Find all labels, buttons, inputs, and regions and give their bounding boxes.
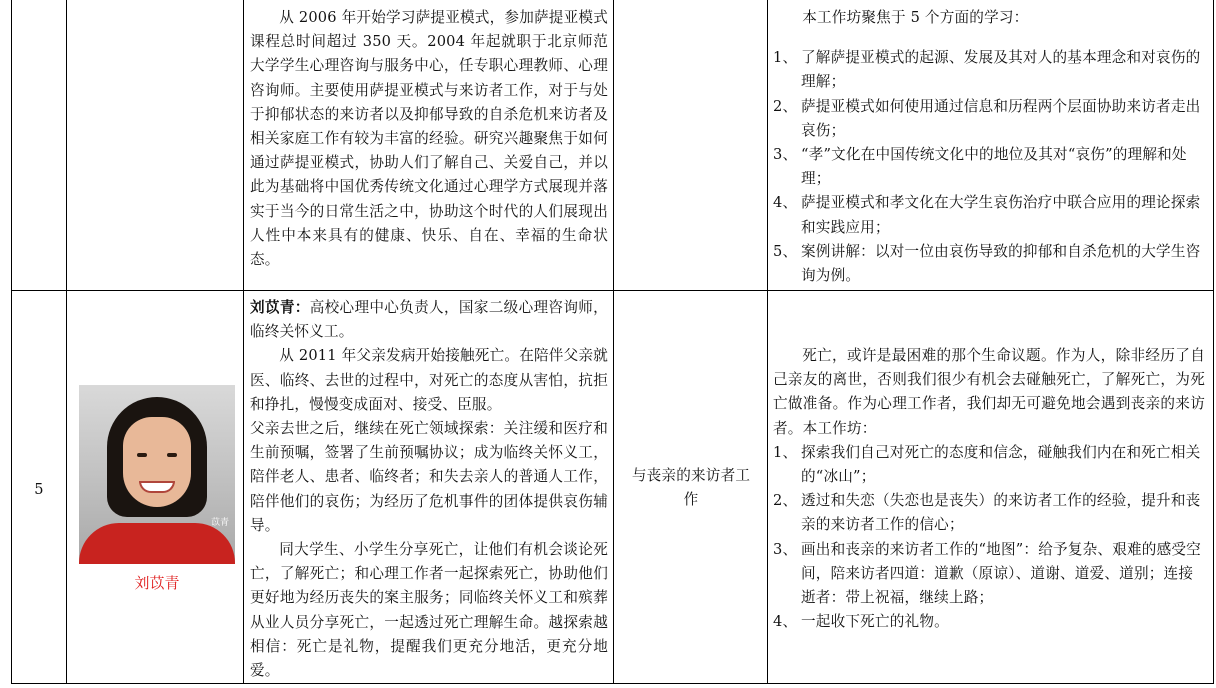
workshop-cell-top bbox=[773, 6, 1203, 288]
workshop-topic-list bbox=[773, 46, 1203, 288]
col-border bbox=[11, 0, 12, 684]
row-number: 5 bbox=[34, 481, 44, 498]
presenter-photo bbox=[79, 385, 235, 564]
workshop-intro: 死亡，或许是最困难的那个生命议题。作为人，除非经历了自己亲友的离世，否则我们很少有机会去碰触死亡，了解死亡，为死亡做准备。作为心理工作者，我们却无可避免地会遇到丧亲的来访者。本工作坊： bbox=[773, 347, 1205, 437]
list-item: 1、 探索我们自己对死亡的态度和信念，碰触我们内在和死亡相关的“冰山”； bbox=[773, 443, 1201, 486]
workshop-cell-5 bbox=[773, 344, 1205, 634]
list-item: 1、 了解萨提亚模式的起源、发展及其对人的基本理念和对哀伤的理解； bbox=[773, 49, 1201, 91]
photo-watermark: 苡青 bbox=[210, 518, 229, 528]
bio-lead: 刘苡青：高校心理中心负责人，国家二级心理咨询师，临终关怀义工。 bbox=[250, 299, 608, 341]
workshop-topic: 与丧亲的来访者工作 bbox=[631, 467, 751, 509]
col-border bbox=[767, 0, 768, 684]
bio-cell-5 bbox=[250, 296, 608, 683]
col-border bbox=[613, 0, 614, 684]
presenter-name-caption: 刘苡青 bbox=[134, 574, 180, 592]
list-item: 3、 画出和丧亲的来访者工作的“地图”：给予复杂、艰难的感受空间，陪来访者四道：道歉（原谅）、道谢、道爱、道别；连接逝者：带上祝福，继续上路； bbox=[773, 540, 1201, 607]
list-item: 3、 “孝”文化在中国传统文化中的地位及其对“哀伤”的理解和处理； bbox=[773, 146, 1187, 188]
presenter-name: 刘苡青： bbox=[250, 299, 310, 316]
bio-paragraph: 父亲去世之后，继续在死亡领域探索：关注缓和医疗和生前预嘱，签署了生前预嘱协议；成为临终关怀义工，陪伴老人、患者、临终者；和失去亲人的普通人工作，陪伴他们的哀伤；为经历了危机事件的团体提供哀伤辅导。 bbox=[250, 420, 608, 534]
bio-paragraph: 从 2011 年父亲发病开始接触死亡。在陪伴父亲就医、临终、去世的过程中，对死亡的态度从害怕，抗拒和挣扎，慢慢变成面对、接受、臣服。 bbox=[250, 347, 608, 413]
list-item: 2、 萨提亚模式如何使用通过信息和历程两个层面协助来访者走出哀伤； bbox=[773, 97, 1201, 139]
bio-text: 从 2006 年开始学习萨提亚模式，参加萨提亚模式课程总时间超过 350 天。2004 年起就职于北京师范大学学生心理咨询与服务中心，任专职心理教师、心理咨询师。主要使用萨提亚模式与来访者工作，对于与处于抑郁状态的来访者以及抑郁导致的自杀危机来访者及相关家庭工作有较为丰富的经验。研究兴趣聚焦于如何通过萨提亚模式，协助人们了解自己、关爱自己，并以此为基础将中国优秀传统文化通过心理学方式展现并落实于当今的日常生活之中，协助这个时代的人们展现出人性中本来具有的健康、快乐、自在、幸福的生命状态。 bbox=[250, 9, 608, 269]
bio-cell-top bbox=[250, 6, 608, 272]
list-item: 5、 案例讲解：以对一位由哀伤导致的抑郁和自杀危机的大学生咨询为例。 bbox=[773, 242, 1201, 285]
bio-paragraph: 同大学生、小学生分享死亡，让他们有机会谈论死亡，了解死亡；和心理工作者一起探索死亡，协助他们更好地为经历丧失的案主服务；同临终关怀义工和殡葬从业人员分享死亡，一起透过死亡理解生命。越探索越相信：死亡是礼物，提醒我们更充分地活，更充分地爱。 bbox=[250, 541, 608, 680]
col-border bbox=[243, 0, 244, 684]
list-item: 4、 一起收下死亡的礼物。 bbox=[773, 613, 949, 631]
list-item: 4、 萨提亚模式和孝文化在大学生哀伤治疗中联合应用的理论探索和实践应用； bbox=[773, 194, 1201, 236]
workshop-topic-list bbox=[773, 441, 1205, 635]
col-border bbox=[66, 0, 67, 684]
list-item: 2、 透过和失恋（失恋也是丧失）的来访者工作的经验，提升和丧亲的来访者工作的信心； bbox=[773, 492, 1201, 534]
col-border bbox=[1213, 0, 1214, 684]
workshop-intro: 本工作坊聚焦于 5 个方面的学习： bbox=[802, 9, 1029, 26]
